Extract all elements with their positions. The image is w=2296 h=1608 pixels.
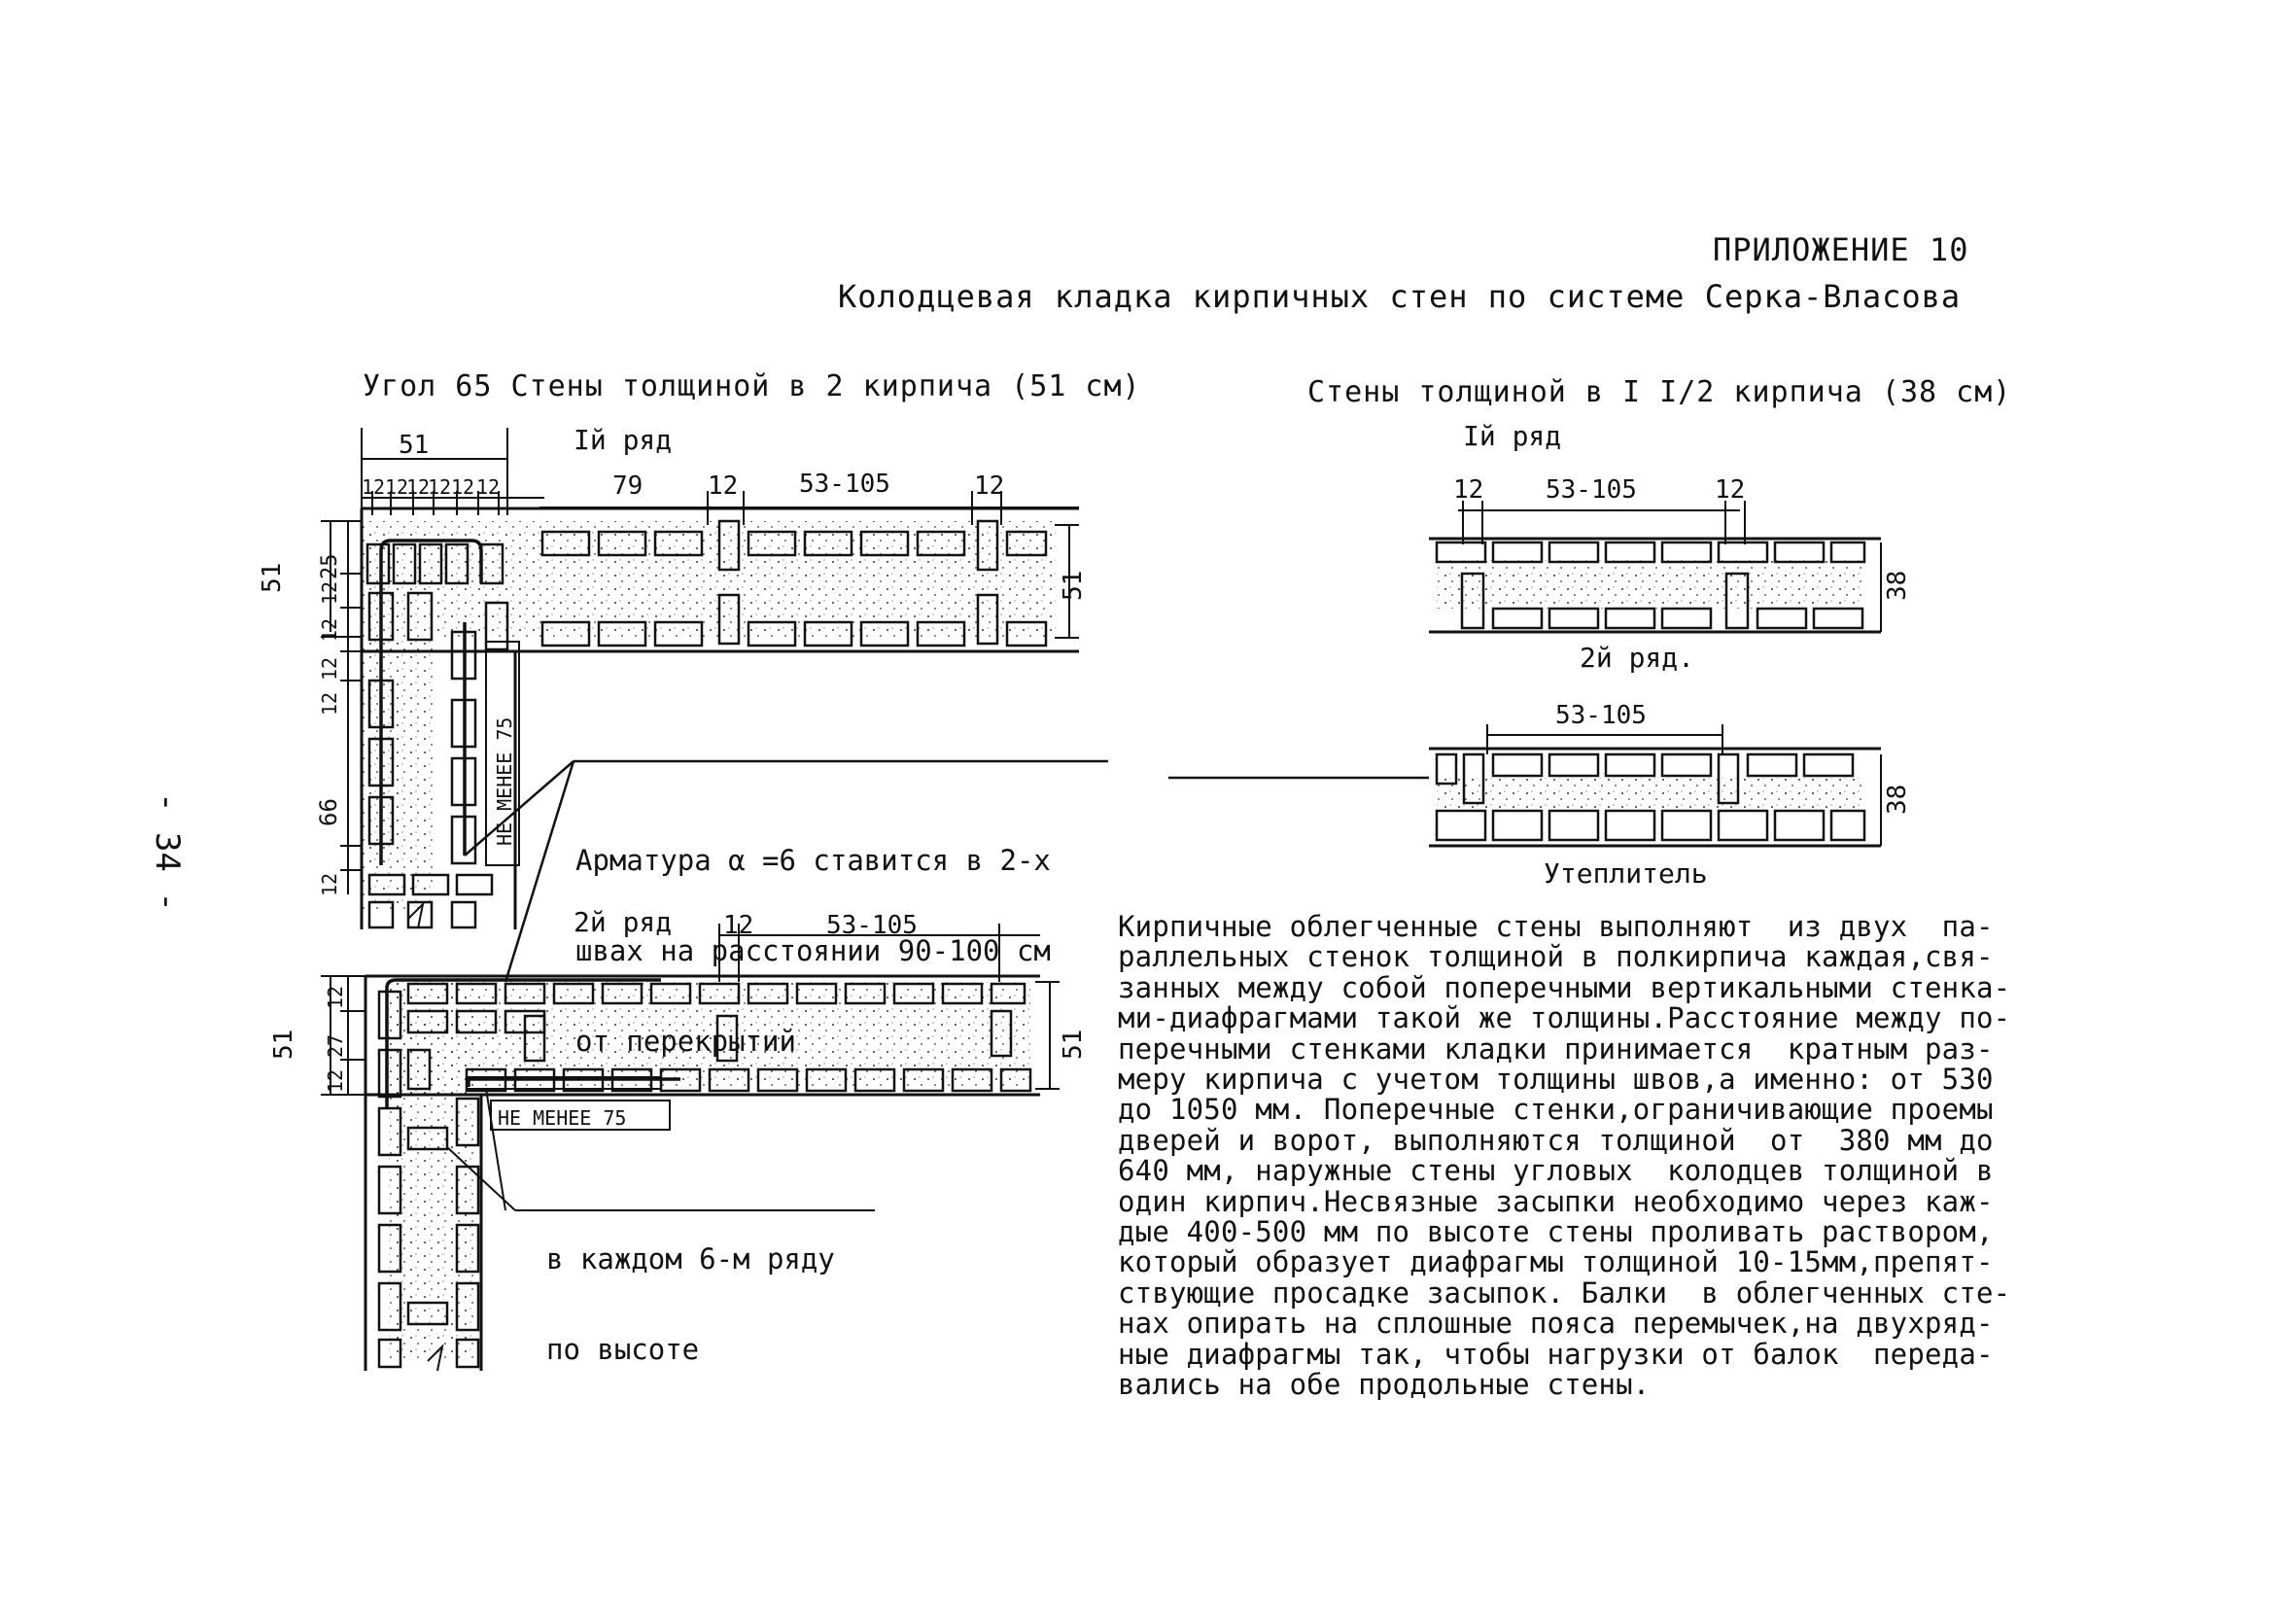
right-row1-dim-12a: 12 (1453, 475, 1484, 505)
row2-dim-left-12b: 12 (324, 1068, 347, 1093)
every-6th-row-note: в каждом 6-м ряду по высоте (546, 1242, 835, 1366)
right-row2-dim-53-105: 53-105 (1555, 701, 1647, 730)
right-row1-plan (1429, 501, 1881, 632)
dim-51-top: 51 (399, 431, 430, 460)
dim-12-h: 12 (974, 472, 1005, 501)
dim-left-12a: 12 (318, 580, 341, 605)
right-row2-dim-38: 38 (1883, 784, 1912, 815)
dim-12-f: 12 (476, 475, 501, 499)
dim-left-51: 51 (258, 562, 287, 593)
row2-dim-left-27: 27 (324, 1033, 347, 1058)
body-paragraph: Кирпичные облегченные стены выполняют из двух па- раллельных стенок толщиной в полкирпича каждая,свя- занных между собой поперечными вертикальными стенка- ми-диафрагмами такой же толщины.Расстояние между по- перечными стенками кладки принимается кратным раз- меру кирпича с учетом толщины швов,а именно: от 530 до 1050 мм. Поперечные стенки,ограничивающие проемы дверей и ворот, выполняются толщиной от 380 мм до 640 мм, наружные стены угловых колодцев толщиной в один кирпич.Несвязные засыпки необходимо через каж- дые 400-500 мм по высоте стены проливать раствором, который образует диафрагмы толщиной 10-15мм,препят- ствующие просадке засыпок. Балки в облегченных сте- нах опирать на сплошные пояса перемычек,на двухряд- ные диафрагмы так, чтобы нагрузки от балок переда- вались на обе продольные стены. (1118, 910, 2011, 1402)
dim-right-51: 51 (1059, 570, 1088, 601)
reinforcement-note: Арматура α =6 ставится в 2-х швах на расстоянии 90-100 см от перекрытий (575, 844, 1051, 1058)
row2-dim-right-51: 51 (1059, 1029, 1088, 1060)
right-row1-dim-38: 38 (1883, 570, 1912, 601)
dim-left-12d: 12 (318, 691, 341, 716)
dim-79: 79 (612, 472, 644, 501)
row2-dim-left-12a: 12 (324, 985, 347, 1009)
left-drawing-heading: Угол 65 Стены толщиной в 2 кирпича (51 см) (363, 369, 1141, 403)
dim-left-12b: 12 (318, 617, 341, 642)
dim-left-12c: 12 (318, 656, 341, 681)
dim-12-d: 12 (428, 475, 452, 499)
appendix-number: ПРИЛОЖЕНИЕ 10 (1713, 231, 1969, 268)
right-row1-label: Iй ряд (1463, 420, 1562, 452)
dim-left-66: 66 (315, 798, 342, 826)
dim-12-a: 12 (362, 475, 386, 499)
left-row1-label: Iй ряд (574, 424, 673, 456)
right-row2-label: 2й ряд. (1580, 642, 1695, 674)
row2-dim-53-105: 53-105 (826, 911, 918, 940)
dim-12-g: 12 (708, 472, 739, 501)
right-row1-dim-12b: 12 (1715, 475, 1746, 505)
right-drawing-heading: Стены толщиной в I I/2 кирпича (38 см) (1307, 375, 2012, 409)
dim-12-b: 12 (385, 475, 409, 499)
left-row2-label: 2й ряд (574, 906, 673, 938)
dim-53-105: 53-105 (799, 470, 890, 499)
document-title: Колодцевая кладка кирпичных стен по системе Серка-Власова (838, 278, 1962, 315)
right-row2-plan (1429, 724, 1881, 846)
row2-dim-left-51: 51 (269, 1029, 298, 1060)
insulation-label: Утеплитель (1544, 857, 1708, 890)
dim-left-12e: 12 (318, 872, 341, 896)
page-number: - 34 - (148, 792, 187, 912)
not-less-75-vertical: НЕ МЕНЕЕ 75 (493, 717, 516, 846)
not-less-75-horizontal: НЕ МЕНЕЕ 75 (498, 1106, 627, 1130)
right-row1-dim-53-105: 53-105 (1546, 475, 1637, 505)
dim-left-25: 25 (318, 553, 342, 579)
dim-12-e: 12 (451, 475, 475, 499)
dim-12-c: 12 (406, 475, 431, 499)
row2-dim-12: 12 (723, 911, 754, 940)
